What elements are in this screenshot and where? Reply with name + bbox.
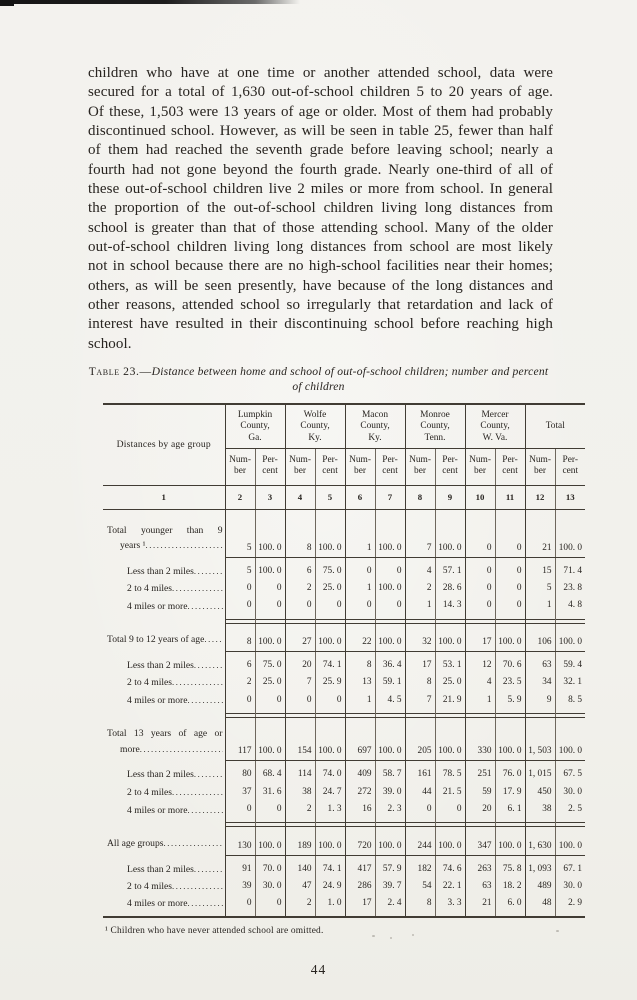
percent-cell: 74. 1 [315, 651, 345, 674]
number-cell: 4 [465, 674, 495, 691]
percent-cell: 0 [375, 557, 405, 580]
number-subhead: Num- ber [405, 449, 435, 486]
number-cell: 0 [465, 580, 495, 597]
column-number: 8 [405, 485, 435, 509]
table-title-label: Table 23.— [88, 365, 152, 379]
number-cell: 2 [285, 895, 315, 917]
row-label: 4 miles or more ..... [103, 597, 225, 619]
number-cell: 22 [345, 623, 375, 651]
percent-subhead: Per- cent [315, 449, 345, 486]
percent-cell: 0 [315, 597, 345, 619]
percent-cell: 18. 2 [495, 878, 525, 895]
percent-cell: 100. 0 [375, 509, 405, 557]
percent-cell: 25. 0 [255, 674, 285, 691]
percent-subhead: Per- cent [495, 449, 525, 486]
row-label: Less than 2 miles ..... [103, 557, 225, 580]
table-row [103, 801, 585, 823]
percent-cell: 100. 0 [555, 827, 585, 855]
column-number: 6 [345, 485, 375, 509]
table-row [103, 784, 585, 801]
percent-cell: 30. 0 [255, 878, 285, 895]
percent-cell: 0 [255, 692, 285, 714]
percent-subhead: Per- cent [255, 449, 285, 486]
column-number: 5 [315, 485, 345, 509]
number-cell: 48 [525, 895, 555, 917]
number-cell: 17 [465, 623, 495, 651]
column-group-header: Monroe County, Tenn. [405, 404, 465, 448]
percent-cell: 36. 4 [375, 651, 405, 674]
number-cell: 140 [285, 855, 315, 878]
number-cell: 34 [525, 674, 555, 691]
percent-cell: 21. 5 [435, 784, 465, 801]
number-cell: 39 [225, 878, 255, 895]
percent-cell: 100. 0 [315, 827, 345, 855]
number-cell: 2 [225, 674, 255, 691]
percent-cell: 71. 4 [555, 557, 585, 580]
percent-cell: 1. 3 [315, 801, 345, 823]
percent-cell: 100. 0 [435, 717, 465, 761]
row-label: 4 miles or more ..... [103, 692, 225, 714]
number-cell: 63 [465, 878, 495, 895]
number-cell: 697 [345, 717, 375, 761]
table-row [103, 895, 585, 917]
percent-cell: 0 [255, 580, 285, 597]
number-cell: 17 [405, 651, 435, 674]
percent-cell: 74. 0 [315, 761, 345, 784]
percent-cell: 6. 1 [495, 801, 525, 823]
row-label: 2 to 4 miles ..... [103, 784, 225, 801]
percent-cell: 68. 4 [255, 761, 285, 784]
percent-cell: 74. 1 [315, 855, 345, 878]
percent-cell: 75. 0 [315, 557, 345, 580]
percent-cell: 22. 1 [435, 878, 465, 895]
percent-subhead: Per- cent [555, 449, 585, 486]
percent-cell: 70. 0 [255, 855, 285, 878]
number-cell: 0 [345, 557, 375, 580]
number-cell: 0 [465, 509, 495, 557]
scan-noise [390, 937, 392, 939]
percent-cell: 53. 1 [435, 651, 465, 674]
percent-cell: 100. 0 [495, 623, 525, 651]
number-cell: 21 [525, 509, 555, 557]
column-group-header: Lumpkin County, Ga. [225, 404, 285, 448]
percent-cell: 4. 5 [375, 692, 405, 714]
number-cell: 7 [405, 692, 435, 714]
percent-cell: 100. 0 [375, 580, 405, 597]
table-title-text: Distance between home and school of out-of-school children; number and percent of children [151, 365, 549, 393]
number-cell: 450 [525, 784, 555, 801]
percent-cell: 0 [255, 895, 285, 917]
percent-cell: 100. 0 [555, 509, 585, 557]
percent-cell: 3. 3 [435, 895, 465, 917]
number-cell: 12 [465, 651, 495, 674]
number-cell: 0 [225, 692, 255, 714]
number-cell: 13 [345, 674, 375, 691]
row-label: Less than 2 miles ..... [103, 855, 225, 878]
percent-cell: 30. 0 [555, 784, 585, 801]
percent-cell: 0 [375, 597, 405, 619]
percent-cell: 67. 5 [555, 761, 585, 784]
number-cell: 32 [405, 623, 435, 651]
scan-noise [556, 930, 559, 932]
scan-noise [372, 935, 375, 937]
table-footnote: ¹ Children who have never attended school are omitted. [105, 926, 324, 937]
percent-cell: 32. 1 [555, 674, 585, 691]
number-cell: 2 [285, 801, 315, 823]
number-cell: 182 [405, 855, 435, 878]
number-cell: 20 [285, 651, 315, 674]
percent-cell: 100. 0 [555, 717, 585, 761]
number-subhead: Num- ber [465, 449, 495, 486]
row-label: Less than 2 miles ..... [103, 651, 225, 674]
percent-subhead: Per- cent [375, 449, 405, 486]
number-cell: 4 [405, 557, 435, 580]
percent-cell: 25. 9 [315, 674, 345, 691]
number-cell: 54 [405, 878, 435, 895]
number-cell: 5 [225, 557, 255, 580]
number-cell: 1, 015 [525, 761, 555, 784]
number-cell: 106 [525, 623, 555, 651]
percent-cell: 76. 0 [495, 761, 525, 784]
percent-cell: 100. 0 [435, 509, 465, 557]
number-cell: 1, 093 [525, 855, 555, 878]
number-cell: 63 [525, 651, 555, 674]
number-cell: 5 [525, 580, 555, 597]
column-number: 2 [225, 485, 255, 509]
percent-cell: 100. 0 [315, 509, 345, 557]
percent-cell: 75. 0 [255, 651, 285, 674]
percent-cell: 2. 4 [375, 895, 405, 917]
column-number: 3 [255, 485, 285, 509]
number-cell: 0 [225, 801, 255, 823]
number-cell: 8 [405, 674, 435, 691]
column-group-header: Mercer County, W. Va. [465, 404, 525, 448]
percent-cell: 0 [495, 557, 525, 580]
number-cell: 286 [345, 878, 375, 895]
column-group-header: Total [525, 404, 585, 448]
number-cell: 1 [345, 692, 375, 714]
percent-cell: 70. 6 [495, 651, 525, 674]
percent-cell: 28. 6 [435, 580, 465, 597]
percent-cell: 0 [495, 597, 525, 619]
percent-cell: 2. 3 [375, 801, 405, 823]
number-cell: 0 [405, 801, 435, 823]
percent-cell: 100. 0 [435, 827, 465, 855]
column-group-header: Wolfe County, Ky. [285, 404, 345, 448]
number-cell: 1 [345, 509, 375, 557]
percent-cell: 21. 9 [435, 692, 465, 714]
table-row [103, 597, 585, 619]
percent-cell: 100. 0 [255, 557, 285, 580]
number-cell: 8 [405, 895, 435, 917]
number-cell: 0 [465, 597, 495, 619]
row-label: 2 to 4 miles ..... [103, 674, 225, 691]
percent-cell: 100. 0 [435, 623, 465, 651]
table-row [103, 651, 585, 674]
number-cell: 47 [285, 878, 315, 895]
number-cell: 330 [465, 717, 495, 761]
number-cell: 0 [285, 692, 315, 714]
number-cell: 251 [465, 761, 495, 784]
number-cell: 16 [345, 801, 375, 823]
number-cell: 59 [465, 784, 495, 801]
number-cell: 17 [345, 895, 375, 917]
percent-cell: 100. 0 [315, 623, 345, 651]
percent-cell: 31. 6 [255, 784, 285, 801]
percent-cell: 100. 0 [375, 623, 405, 651]
number-cell: 489 [525, 878, 555, 895]
column-number: 7 [375, 485, 405, 509]
percent-cell: 58. 7 [375, 761, 405, 784]
percent-cell: 6. 0 [495, 895, 525, 917]
number-cell: 2 [405, 580, 435, 597]
number-cell: 1 [345, 580, 375, 597]
percent-cell: 100. 0 [375, 827, 405, 855]
number-cell: 5 [225, 509, 255, 557]
percent-cell: 57. 9 [375, 855, 405, 878]
number-cell: 0 [225, 895, 255, 917]
number-cell: 38 [525, 801, 555, 823]
number-cell: 9 [525, 692, 555, 714]
row-label: 4 miles or more ..... [103, 895, 225, 917]
number-cell: 0 [225, 580, 255, 597]
row-label: 4 miles or more ..... [103, 801, 225, 823]
number-cell: 720 [345, 827, 375, 855]
number-cell: 7 [405, 509, 435, 557]
table-row [103, 557, 585, 580]
number-cell: 91 [225, 855, 255, 878]
percent-cell: 25. 0 [435, 674, 465, 691]
number-cell: 189 [285, 827, 315, 855]
percent-cell: 24. 9 [315, 878, 345, 895]
number-cell: 8 [225, 623, 255, 651]
row-label: Total 9 to 12 years of age ..... [103, 623, 225, 651]
number-cell: 6 [285, 557, 315, 580]
number-cell: 6 [225, 651, 255, 674]
percent-cell: 2. 5 [555, 801, 585, 823]
table-row [103, 761, 585, 784]
number-subhead: Num- ber [225, 449, 255, 486]
percent-cell: 39. 7 [375, 878, 405, 895]
number-cell: 8 [345, 651, 375, 674]
row-header: Distances by age group [103, 404, 225, 485]
column-number: 10 [465, 485, 495, 509]
number-cell: 417 [345, 855, 375, 878]
percent-cell: 59. 4 [555, 651, 585, 674]
column-number: 13 [555, 485, 585, 509]
number-cell: 8 [285, 509, 315, 557]
number-cell: 80 [225, 761, 255, 784]
percent-cell: 23. 5 [495, 674, 525, 691]
percent-cell: 100. 0 [555, 623, 585, 651]
percent-cell: 23. 8 [555, 580, 585, 597]
scan-artifact-strip [0, 0, 300, 4]
number-cell: 0 [465, 557, 495, 580]
percent-cell: 8. 5 [555, 692, 585, 714]
percent-cell: 1. 0 [315, 895, 345, 917]
number-cell: 27 [285, 623, 315, 651]
scan-artifact-notch [0, 0, 14, 6]
number-subhead: Num- ber [525, 449, 555, 486]
percent-cell: 59. 1 [375, 674, 405, 691]
percent-cell: 4. 8 [555, 597, 585, 619]
number-cell: 263 [465, 855, 495, 878]
number-cell: 37 [225, 784, 255, 801]
percent-cell: 100. 0 [495, 717, 525, 761]
percent-cell: 30. 0 [555, 878, 585, 895]
number-subhead: Num- ber [285, 449, 315, 486]
percent-cell: 57. 1 [435, 557, 465, 580]
number-cell: 1 [525, 597, 555, 619]
column-number: 11 [495, 485, 525, 509]
page-number: 44 [310, 962, 327, 978]
percent-cell: 100. 0 [255, 509, 285, 557]
number-cell: 0 [225, 597, 255, 619]
percent-cell: 67. 1 [555, 855, 585, 878]
percent-cell: 0 [255, 597, 285, 619]
number-cell: 44 [405, 784, 435, 801]
column-number: 9 [435, 485, 465, 509]
percent-cell: 100. 0 [255, 717, 285, 761]
column-number: 12 [525, 485, 555, 509]
number-cell: 272 [345, 784, 375, 801]
row-label: All age groups ..... [103, 827, 225, 855]
number-cell: 130 [225, 827, 255, 855]
table-row-total [103, 623, 585, 651]
percent-cell: 14. 3 [435, 597, 465, 619]
table-row [103, 692, 585, 714]
row-label: Total younger than 9 years ¹ ..... [103, 509, 225, 557]
percent-cell: 0 [435, 801, 465, 823]
table-title [83, 365, 555, 394]
percent-cell: 78. 5 [435, 761, 465, 784]
column-group-header: Macon County, Ky. [345, 404, 405, 448]
table-row-total [103, 717, 585, 761]
number-cell: 1 [405, 597, 435, 619]
number-cell: 161 [405, 761, 435, 784]
percent-cell: 100. 0 [255, 623, 285, 651]
percent-cell: 100. 0 [495, 827, 525, 855]
number-cell: 0 [345, 597, 375, 619]
percent-cell: 5. 9 [495, 692, 525, 714]
percent-cell: 100. 0 [375, 717, 405, 761]
percent-cell: 0 [255, 801, 285, 823]
table-row [103, 580, 585, 597]
percent-subhead: Per- cent [435, 449, 465, 486]
number-cell: 1, 503 [525, 717, 555, 761]
data-table [103, 403, 585, 918]
number-cell: 347 [465, 827, 495, 855]
number-cell: 21 [465, 895, 495, 917]
table-row [103, 674, 585, 691]
table-row-total [103, 827, 585, 855]
number-cell: 117 [225, 717, 255, 761]
number-cell: 1 [465, 692, 495, 714]
column-number: 1 [103, 485, 225, 509]
row-label: Less than 2 miles ..... [103, 761, 225, 784]
percent-cell: 0 [495, 580, 525, 597]
column-number: 4 [285, 485, 315, 509]
number-cell: 7 [285, 674, 315, 691]
number-cell: 154 [285, 717, 315, 761]
body-paragraph: children who have at one time or another attended school, data were secured for a total of 1,630 out-of-school children 5 to 20 years of age. Of these, 1,503 were 13 years of age or older. Most of them had probably discontinued school. However, as will be seen in table 25, fewer than half of them had reached the seventh grade before leaving school; nearly a fourth had not gone beyond the fourth grade. Nearly one-third of all of these out-of-school children live 2 miles or more from school. In general the proportion of the out-of-school children living long distances from school is greater than that of those attending school. Many of the older out-of-school children living long distances from school are most likely not in school because there are no high-school facilities near their homes; others, as will be seen presently, have because of the long distances and other reasons, attended school so irregularly that retardation and lack of interest have resulted in their discontinuing school before reaching high school. [88, 65, 553, 352]
number-cell: 1, 630 [525, 827, 555, 855]
percent-cell: 25. 0 [315, 580, 345, 597]
percent-cell: 0 [315, 692, 345, 714]
row-label: Total 13 years of age or more ..... [103, 717, 225, 761]
row-label: 2 to 4 miles ..... [103, 580, 225, 597]
number-cell: 2 [285, 580, 315, 597]
percent-cell: 74. 6 [435, 855, 465, 878]
percent-cell: 39. 0 [375, 784, 405, 801]
percent-cell: 0 [495, 509, 525, 557]
percent-cell: 100. 0 [315, 717, 345, 761]
percent-cell: 75. 8 [495, 855, 525, 878]
number-cell: 205 [405, 717, 435, 761]
percent-cell: 17. 9 [495, 784, 525, 801]
number-cell: 244 [405, 827, 435, 855]
number-cell: 20 [465, 801, 495, 823]
number-cell: 0 [285, 597, 315, 619]
table-row [103, 878, 585, 895]
number-cell: 114 [285, 761, 315, 784]
column-number-row [103, 485, 585, 509]
table-row [103, 855, 585, 878]
percent-cell: 24. 7 [315, 784, 345, 801]
number-cell: 38 [285, 784, 315, 801]
percent-cell: 2. 9 [555, 895, 585, 917]
number-cell: 15 [525, 557, 555, 580]
table-row-total [103, 509, 585, 557]
row-label: 2 to 4 miles ..... [103, 878, 225, 895]
number-subhead: Num- ber [345, 449, 375, 486]
number-cell: 409 [345, 761, 375, 784]
scan-noise [412, 934, 414, 936]
percent-cell: 100. 0 [255, 827, 285, 855]
